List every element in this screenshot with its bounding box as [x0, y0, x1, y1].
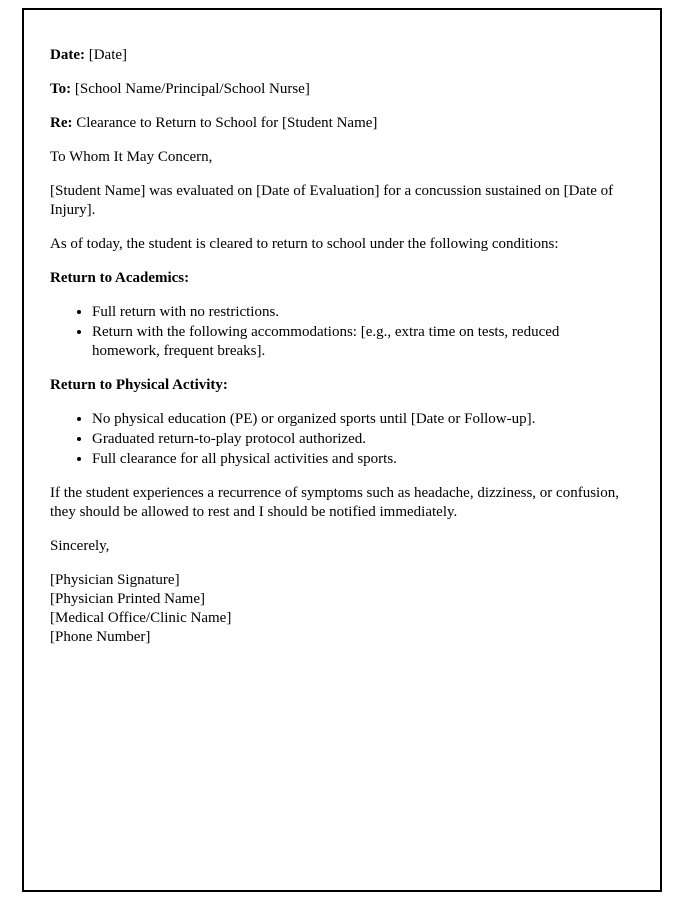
- list-item: • No physical education (PE) or organized sports until [Date or Follow-up].: [92, 410, 630, 429]
- re-value: Clearance to Return to School for [Student Name]: [76, 115, 378, 131]
- re-line: [50, 114, 630, 133]
- letter-page: [22, 8, 662, 892]
- clearance-paragraph: As of today, the student is cleared to return to school under the following conditions:: [50, 236, 559, 252]
- signature-line: [Physician Signature]: [50, 572, 180, 588]
- physical-list: [50, 410, 630, 469]
- evaluation-paragraph: [Student Name] was evaluated on [Date of Evaluation] for a concussion sustained on [Date of Injury].: [50, 183, 614, 218]
- re-label: Re:: [50, 115, 73, 131]
- academics-heading: Return to Academics:: [50, 270, 190, 286]
- signature-line: [Medical Office/Clinic Name]: [50, 610, 232, 626]
- to-value: [School Name/Principal/School Nurse]: [74, 81, 310, 97]
- academics-list: [50, 303, 630, 361]
- closing: Sincerely,: [50, 538, 110, 554]
- to-line: [50, 80, 630, 99]
- recurrence-paragraph: If the student experiences a recurrence of symptoms such as headache, dizziness, or confusion, they should be allowed to rest and I should be notified immediately.: [50, 485, 619, 520]
- date-line: [50, 46, 630, 65]
- physical-heading: Return to Physical Activity:: [50, 377, 228, 393]
- to-label: To:: [50, 81, 72, 97]
- list-item: • Full clearance for all physical activities and sports.: [92, 450, 630, 469]
- list-item: • Full return with no restrictions.: [92, 303, 630, 322]
- list-item: • Graduated return-to-play protocol authorized.: [92, 430, 630, 449]
- date-value: [Date]: [88, 47, 128, 63]
- signature-line: [Phone Number]: [50, 629, 151, 645]
- list-item: • Return with the following accommodations: [e.g., extra time on tests, reduced homework, frequent breaks].: [92, 323, 630, 361]
- signature-line: [Physician Printed Name]: [50, 591, 205, 607]
- date-label: Date:: [50, 47, 85, 63]
- signature-block: [50, 571, 630, 647]
- salutation: To Whom It May Concern,: [50, 149, 213, 165]
